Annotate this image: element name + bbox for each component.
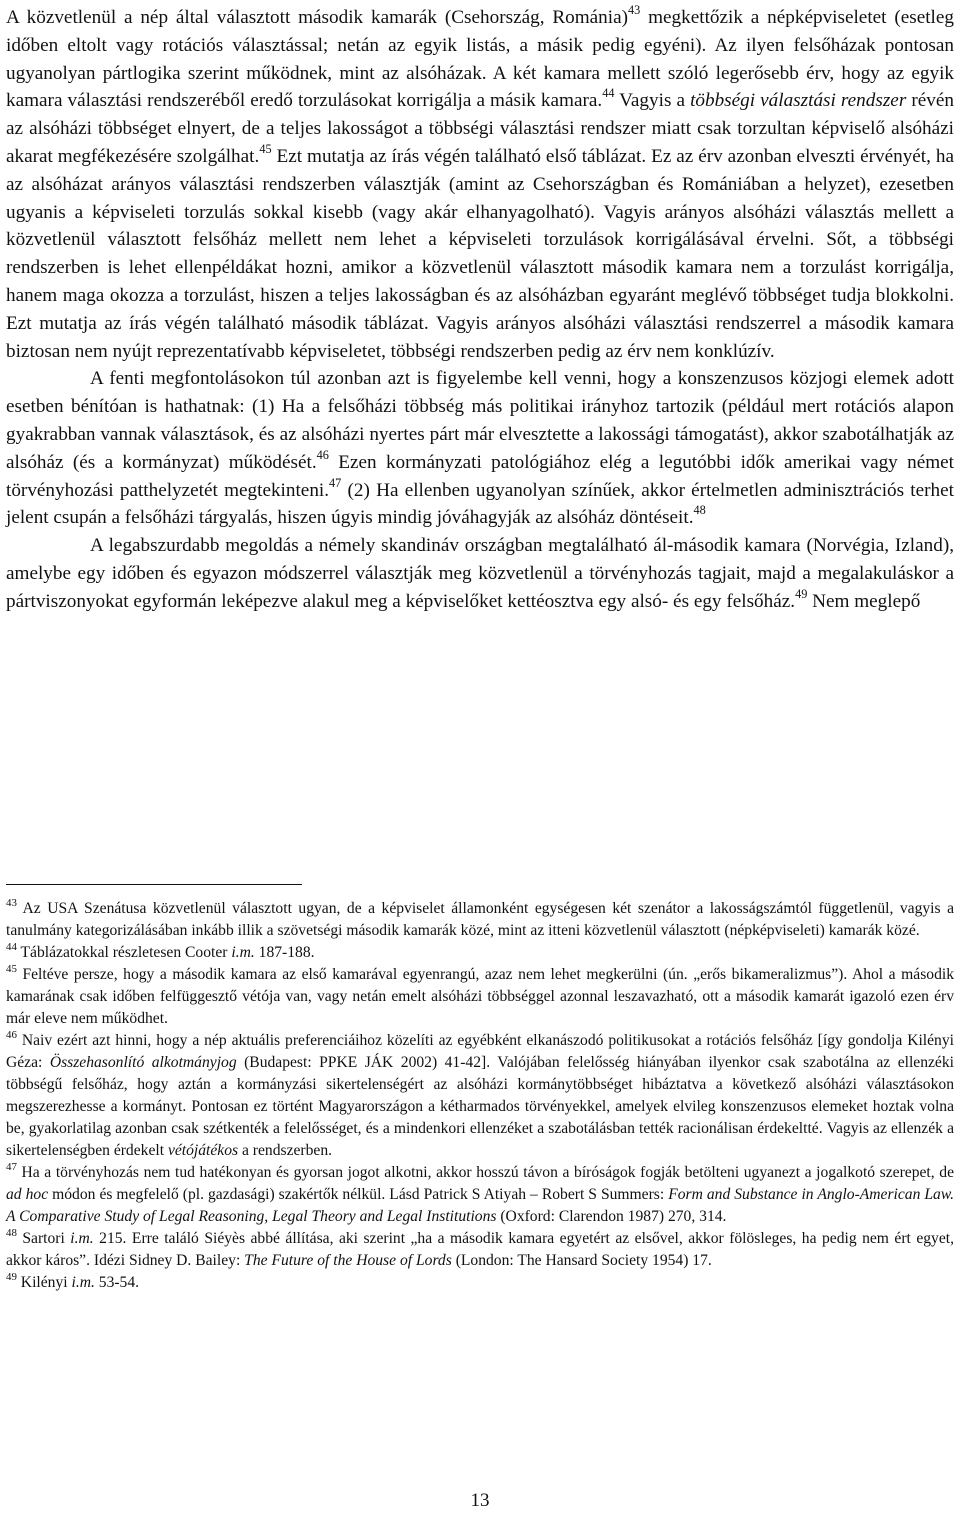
footnote-text: vétójátékos (167, 1142, 239, 1159)
footnote-text: 187-188. (254, 944, 315, 961)
footnote-marker: 43 (628, 3, 641, 18)
footnote-separator (6, 884, 302, 885)
footnote-6 (6, 1228, 954, 1272)
paragraph-3 (6, 532, 954, 615)
footnote-text: i.m. (71, 1274, 95, 1291)
footnote-text: Feltéve persze, hogy a második kamara az első kamarával egyenrangú, azaz nem lehet megkerülni (ún. „erős bikameralizmus”). Ahol a második kamarának csak időben felfüggesztő vétója van, vagy netán emelt alsóházi többséggel azonnal leszavazható, ott a második kamarát igazoló ezen érv már eleve nem működhet. (6, 966, 954, 1027)
footnote-7 (6, 1272, 954, 1294)
text-run: A legabszurdabb megoldás a némely skandináv országban megtalálható ál-második kamara (Norvégia, Izland), amelybe egy időben és egyazon módszerrel választják meg közvetlenül a törvényhozás tagjait, majd a megalakuláskor a pártviszonyokat egyformán leképezve alakul meg a képviselőket kettéosztva egy alsó- és egy felsőház. (6, 535, 954, 612)
footnote-marker: 48 (693, 503, 706, 518)
footnote-text: a rendszerben. (238, 1142, 333, 1159)
footnote-text: Ha a törvényhozás nem tud hatékonyan és gyorsan jogot alkotni, akkor hosszú távon a bíróságok fogják betölteni ugyanezt a jogalkotó szerepet, de (16, 1164, 954, 1181)
footnote-marker: 47 (6, 1161, 17, 1174)
text-run: Vagyis a (614, 90, 691, 112)
text-run: Nem meglepő (807, 590, 921, 612)
page-number: 13 (470, 1490, 490, 1511)
text-run: többségi választási rendszer (690, 90, 907, 112)
document-page (6, 0, 954, 1519)
footnote-text: 215. Erre találó Siéyès abbé állítása, aki szerint „ha a második kamara egyetért az elsővel, akkor fölösleges, ha pedig nem ért egyet, akkor káros”. Idézi Sidney D. Bailey: (6, 1230, 954, 1269)
footnote-text: (Budapest: PPKE JÁK 2002) 41-42]. Valójában felelősség hiányában ilyenkor csak szabotálna az ellenzéki többségű felsőház, hogy aztán a kormányzási sikertelenségért az alsóházi kormánytöbbséget hibáztatva a következő alsóházi választásokon megszerezhesse a kormányt. Pontosan ez történt Magyarországon a kétharmados törvényekkel, amelyek elvileg konszenzusos elemeket hoztak volna be, gyakorlatilag azonban csak szétkenték a felelősséget, és a mindenkori ellenzéket a szabotálásban tették racionálisan érdekeltté. Vagyis az ellenzék a sikertelenségben érdekelt (6, 1054, 954, 1159)
footnote-marker: 46 (316, 447, 329, 462)
footnote-marker: 43 (6, 897, 17, 910)
paragraph-2 (6, 365, 954, 532)
footnote-text: Az USA Szenátusa közvetlenül választott ugyan, de a képviselet államonként egységesen két szenátor a lakosságszámtól függetlenül, vagyis a tanulmány kategorizálásában inkább illik a szövetségi második kamarák közé, mint az itteni közvetlenül választott (népképviseleti) kamarák közé. (6, 900, 954, 939)
paragraph-1 (6, 4, 954, 365)
footnote-text: módon és megfelelő (pl. gazdasági) szakértők nélkül. Lásd Patrick S Atiyah – Robert S Summers: (48, 1186, 669, 1203)
footnote-text: i.m. (70, 1230, 94, 1247)
footnote-marker: 45 (6, 963, 17, 976)
footnote-text: Összehasonlító alkotmányjog (49, 1054, 237, 1071)
footnote-text: ad hoc (6, 1186, 49, 1203)
footnote-text: Sartori (16, 1230, 71, 1247)
footnote-text: Naiv ezért azt hinni, hogy a nép aktuális preferenciáihoz közelíti az egyébként elkanászodó politikusokat a rotációs felsőház [így gondolja Kilényi Géza: (6, 1032, 954, 1071)
footnote-text: (London: The Hansard Society 1954) 17. (451, 1252, 712, 1269)
footnote-text: Kilényi (16, 1274, 72, 1291)
footnotes (6, 898, 954, 1294)
footnote-1 (6, 898, 954, 942)
footnote-text: Táblázatokkal részletesen Cooter (16, 944, 232, 961)
footnote-marker: 46 (6, 1029, 17, 1042)
text-run: megkettőzik a népképviseletet (esetleg időben eltolt vagy rotációs választással; netán az egyik listás, a másik pedig egyéni). Az ilyen felsőházak pontosan ugyanolyan pártlogika szerint működnek, mint az alsóházak. A két kamara mellett szóló legerősebb érv, hogy az egyik kamara választási rendszeréből eredő torzulásokat korrigálja a másik kamara. (6, 7, 954, 112)
footnote-text: (Oxford: Clarendon 1987) 270, 314. (496, 1208, 727, 1225)
footnote-text: Form and Substance in Anglo-American Law. A Comparative Study of Legal Reasoning, Legal Theory and Legal Institutions (6, 1186, 955, 1225)
text-run: Ezt mutatja az írás végén található első táblázat. Ez az érv azonban elveszti érvényét, ha az alsóházat arányos választási rendszerben választják (amint az Csehországban és Romániában a helyzet), ezesetben ugyanis a képviseleti torzulás sokkal kisebb (vagy akár elhanyagolható). Vagyis arányos alsóházi választás mellett a közvetlenül választott felsőház mellett nem lehet a képviseleti torzulások korrigálásával érvelni. Sőt, a többségi rendszerben is lehet ellenpéldákat hozni, amikor a közvetlenül választott második kamara nem a torzulást korrigálja, hanem maga okozza a torzulást, hiszen a teljes lakosságban és az alsóházban egyaránt meglévő többséget tudja blokkolni. Ezt mutatja az írás végén található második táblázat. Vagyis arányos alsóházi választási rendszerrel a második kamara biztosan nem nyújt reprezentatívabb képviseletet, többségi rendszerben pedig az érv nem konklúzív. (6, 145, 954, 362)
footnote-marker: 44 (6, 941, 17, 954)
footnote-marker: 44 (602, 86, 615, 101)
footnote-marker: 47 (329, 475, 342, 490)
footnote-marker: 48 (6, 1227, 17, 1240)
text-run: Ezen kormányzati patológiához elég a legutóbbi idők amerikai vagy német törvényhozási patthelyzetét megtekinteni. (6, 451, 954, 501)
footnote-text: i.m. (231, 944, 255, 961)
footnote-5 (6, 1162, 954, 1228)
text-run: révén az alsóházi többséget elnyert, de a teljes lakosságot a többségi választási rendszer miatt csak torzultan képviselő alsóházi akarat megfékezésére szolgálhat. (6, 90, 954, 167)
footnote-4 (6, 1030, 954, 1162)
footnote-text: 53-54. (94, 1274, 140, 1291)
footnote-text: The Future of the House of Lords (244, 1252, 452, 1269)
footnote-marker: 49 (6, 1271, 17, 1284)
main-text (6, 4, 954, 616)
footnote-3 (6, 964, 954, 1030)
text-run: A közvetlenül a nép által választott második kamarák (Csehország, Románia) (6, 7, 629, 28)
footnote-2 (6, 942, 954, 964)
text-run: (2) Ha ellenben ugyanolyan színűek, akkor értelmetlen adminisztrációs terhet jelent csupán a felsőházi tárgyalás, hiszen úgyis mindig jóváhagyják az alsóház döntéseit. (6, 479, 954, 529)
text-run: A fenti megfontolásokon túl azonban azt is figyelembe kell venni, hogy a konszenzusos közjogi elemek adott esetben bénítóan is hathatnak: (1) Ha a felsőházi többség más politikai irányhoz tartozik (például mert rotációs alapon gyakrabban vannak választások, és az alsóházi nyertes párt már elvesztette a lakossági támogatást), akkor szabotálhatják az alsóház (és a kormányzat) működését. (6, 368, 954, 473)
footnote-marker: 45 (259, 142, 272, 157)
footnote-marker: 49 (795, 586, 808, 601)
